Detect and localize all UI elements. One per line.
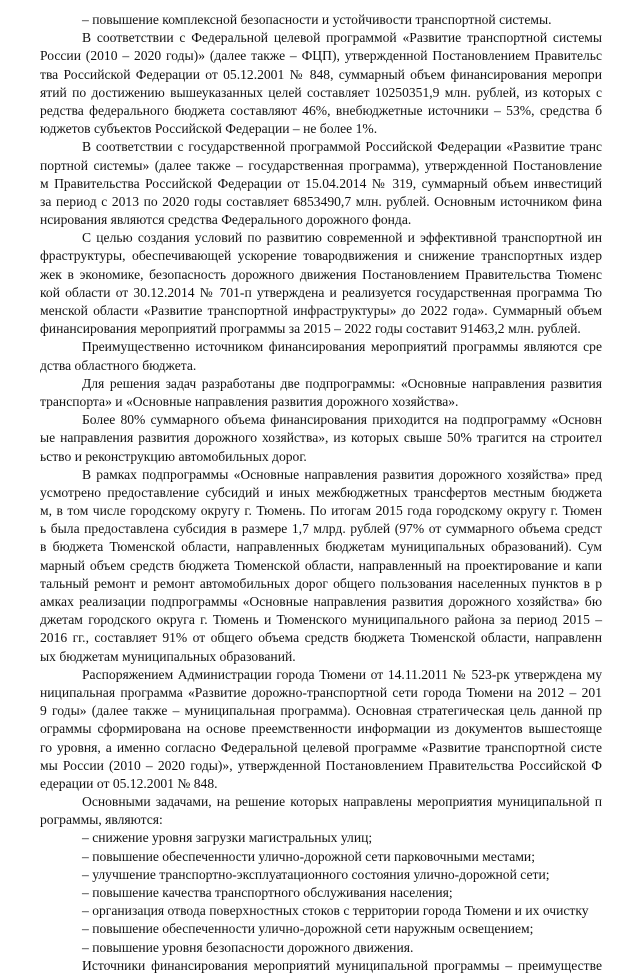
text-line: редства федерального бюджета составляют 46%, внебюджетные источники – 53%, средства б (40, 102, 602, 118)
text-line: Для решения задач разработаны две подпрограммы: «Основные направления развития (82, 375, 602, 391)
text-line: м Правительства Российской Федерации от 15.04.2014 № 319, суммарный объем инвестиций (40, 175, 602, 191)
text-line: портной системы» (далее также – государственная программа), утвержденной Постановление (40, 157, 602, 173)
text-line: финансирования мероприятий программы за 2015 – 2022 годы составит 91463,2 млн. рублей. (40, 321, 581, 337)
text-line: Более 80% суммарного объема финансирования приходится на подпрограмму «Основн (82, 412, 602, 428)
text-line: го уровня, а именно согласно Федеральной целевой программе «Развитие транспортной систе (40, 739, 602, 755)
text-line: дства областного бюджета. (40, 357, 197, 373)
text-line: В соответствии с государственной программой Российской Федерации «Развитие транс (82, 139, 602, 155)
text-line: С целью создания условий по развитию современной и эффективной транспортной ин (82, 230, 602, 246)
text-line: России (2010 – 2020 годы)» (далее также – ФЦП), утвержденной Постановлением Правительс (40, 48, 602, 64)
document-body (40, 11, 602, 975)
text-line: юджетов субъектов Российской Федерации – не более 1%. (40, 121, 378, 137)
text-line: – повышение комплексной безопасности и устойчивости транспортной системы. (82, 12, 552, 27)
text-line: м, в том числе городскому округу г. Тюмень. По итогам 2015 года городскому округу г. Тюмен (40, 503, 602, 519)
text-line: Преимущественно источником финансирования мероприятий программы являются сре (82, 339, 602, 355)
text-line: Источники финансирования мероприятий муниципальной программы – преимуществе (82, 957, 602, 973)
text-line: жек в экономике, безопасность дорожного движения Постановлением Правительства Тюменс (40, 266, 602, 282)
text-line: ь была предоставлена субсидия в размере 1,7 млрд. рублей (97% от суммарного объема средст (40, 521, 602, 537)
text-line: ых бюджетам муниципальных образований. (40, 648, 296, 664)
text-line: менской области «Развитие транспортной инфраструктуры» до 2022 года». Суммарный объем (40, 303, 602, 318)
text-line: В рамках подпрограммы «Основные направления развития дорожного хозяйства» пред (82, 466, 602, 482)
text-line: амках реализации подпрограммы «Основные направления развития дорожного хозяйства» бю (40, 594, 602, 609)
text-line: ьство и реконструкцию автомобильных дорог. (40, 448, 307, 464)
text-line: тва Российской Федерации от 05.12.2001 № 848, суммарный объем финансирования меропри (40, 66, 602, 82)
text-line: – организация отвода поверхностных стоков с территории города Тюмени и их очистку (82, 903, 589, 919)
text-line: едерации от 05.12.2001 № 848. (40, 775, 218, 791)
text-line: ые направления развития дорожного хозяйства», из которых свыше 50% трагится на строител (40, 430, 602, 446)
text-line: ограммы сформирована на основе преемственности информации из документов вышестояще (40, 721, 602, 737)
text-line: тальный ремонт и ремонт автомобильных дорог общего пользования населенных пунктов в р (40, 575, 602, 591)
text-line: за период с 2013 по 2020 годы составляет 6853490,7 млн. рублей. Основным источником фина (40, 193, 602, 209)
text-line: усмотрено предоставление субсидий и иных межбюджетных трансфертов местным бюджета (40, 484, 602, 500)
text-line: 2016 гг., составляет 91% от общего объема средств бюджета Тюменской области, направленн (40, 630, 602, 646)
text-line: рограммы, являются: (40, 812, 163, 828)
text-line: нсирования являются средства Федерального дорожного фонда. (40, 212, 412, 228)
text-line: 9 годы» (далее также – муниципальная программа). Основная стратегическая цель данной пр (40, 703, 602, 719)
text-line: кой области от 30.12.2014 № 701-п утверждена и реализуется государственная программа Тю (40, 284, 602, 300)
text-line: – повышение обеспеченности улично-дорожной сети парковочными местами; (82, 848, 535, 864)
text-line: ниципальная программа «Развитие дорожно-транспортной сети города Тюмени на 2012 – 201 (40, 684, 602, 700)
text-line: мы России (2010 – 2020 годы)», утвержденной Постановлением Правительства Российской Ф (40, 757, 602, 773)
text-line: В соответствии с Федеральной целевой программой «Развитие транспортной системы (82, 30, 602, 46)
text-line: в бюджета Тюменской области, направленных бюджетам муниципальных образований). Сум (40, 539, 602, 555)
text-line: – повышение уровня безопасности дорожного движения. (82, 939, 414, 955)
text-line: – повышение обеспеченности улично-дорожной сети наружным освещением; (82, 921, 534, 937)
text-line: – снижение уровня загрузки магистральных улиц; (82, 830, 373, 846)
text-line: ятий по достижению вышеуказанных целей составляет 10250351,9 млн. рублей, из которых с (40, 84, 602, 100)
text-line: фраструктуры, обеспечивающей ускорение товародвижения и снижение транспортных издер (40, 248, 602, 264)
text-line: – улучшение транспортно-эксплуатационного состояния улично-дорожной сети; (82, 866, 550, 882)
text-line: марный объем средств бюджета Тюменской области, направленный на проектирование и капи (40, 557, 602, 573)
text-line: – повышение качества транспортного обслуживания населения; (82, 885, 453, 900)
text-line: джетам городского округа г. Тюмень и Тюменского муниципального района за период 2015 – (40, 612, 602, 628)
text-line: Распоряжением Администрации города Тюмени от 14.11.2011 № 523-рк утверждена му (82, 666, 602, 682)
text-line: Основными задачами, на решение которых направлены мероприятия муниципальной п (82, 794, 602, 810)
text-line: транспорта» и «Основные направления развития дорожного хозяйства». (40, 393, 459, 409)
